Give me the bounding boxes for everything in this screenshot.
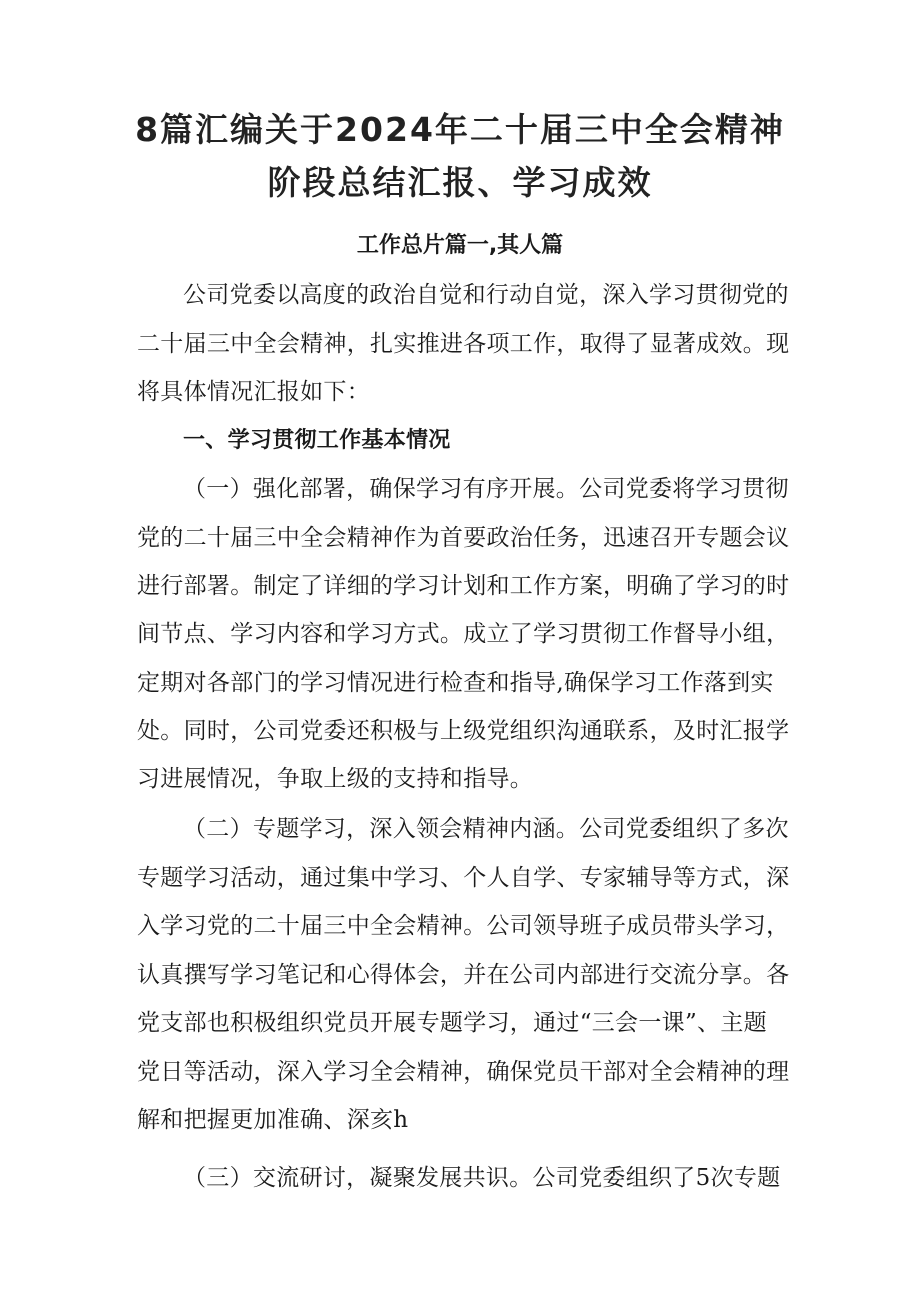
paragraph-3-line: （三）交流研讨，凝聚发展共识。公司党委组织了5次专题 xyxy=(183,1165,781,1191)
document-title-line-1: 8篇汇编关于2024年二十届三中全会精神 xyxy=(135,110,785,149)
paragraph-2-line: （二）专题学习，深入领会精神内涵。公司党委组织了多次 xyxy=(183,816,789,842)
paragraph-2-line: 解和把握更加准确、深亥h xyxy=(137,1107,409,1133)
paragraph-1-line: 定期对各部门的学习情况进行检查和指导,确保学习工作落到实 xyxy=(137,670,774,696)
paragraph-1-line: 习进展情况，争取上级的支持和指导。 xyxy=(137,766,534,792)
paragraph-1-line: 党的二十届三中全会精神作为首要政治任务，迅速召开专题会议 xyxy=(137,525,790,551)
intro-line: 将具体情况汇报如下： xyxy=(137,379,370,405)
paragraph-1-line: 处。同时，公司党委还积极与上级党组织沟通联系，及时汇报学 xyxy=(137,718,790,744)
paragraph-2-line: 专题学习活动，通过集中学习、个人自学、专家辅导等方式，深 xyxy=(137,865,790,891)
paragraph-1-line: 进行部署。制定了详细的学习计划和工作方案，明确了学习的时 xyxy=(137,573,790,599)
section-subtitle: 工作总片篇一,其人篇 xyxy=(356,233,564,258)
paragraph-1-line: （一）强化部署，确保学习有序开展。公司党委将学习贯彻 xyxy=(183,476,789,502)
paragraph-2-line: 党支部也积极组织党员开展专题学习，通过“三会一课”、主题 xyxy=(137,1010,767,1036)
document-title-line-2: 阶段总结汇报、学习成效 xyxy=(267,163,653,202)
paragraph-1-line: 间节点、学习内容和学习方式。成立了学习贯彻工作督导小组， xyxy=(137,621,790,647)
paragraph-2-line: 入学习党的二十届三中全会精神。公司领导班子成员带头学习， xyxy=(137,913,790,939)
paragraph-2-line: 党日等活动，深入学习全会精神，确保党员干部对全会精神的理 xyxy=(137,1059,790,1085)
intro-line: 公司党委以高度的政治自觉和行动自觉，深入学习贯彻党的 xyxy=(183,282,789,308)
section-1-heading: 一、学习贯彻工作基本情况 xyxy=(183,428,451,453)
paragraph-2-line: 认真撰写学习笔记和心得体会，并在公司内部进行交流分享。各 xyxy=(137,962,790,988)
intro-line: 二十届三中全会精神，扎实推进各项工作，取得了显著成效。现 xyxy=(137,331,790,357)
